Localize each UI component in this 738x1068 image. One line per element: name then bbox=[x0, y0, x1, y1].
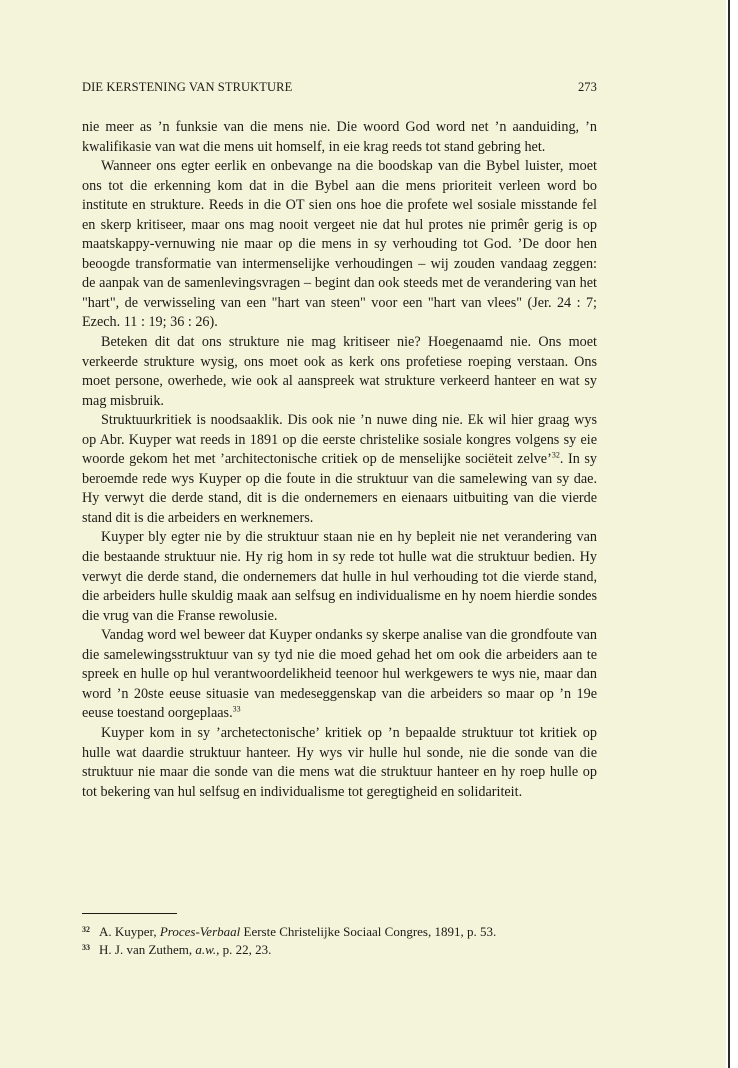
footnote-author: H. J. van Zuthem, bbox=[99, 942, 193, 957]
paragraph-1: nie meer as ’n funksie van die mens nie. Die woord God word net ’n aanduiding, ’n kwalifikasie van wat die mens uit homself, in eie krag reeds tot stand gebring het. bbox=[82, 119, 597, 155]
footnote-ref-33: 33 bbox=[232, 704, 241, 714]
body-text bbox=[82, 118, 597, 802]
scan-edge-line bbox=[728, 0, 730, 1068]
footnote-32 bbox=[82, 922, 597, 940]
footnote-rest: p. 22, 23. bbox=[222, 942, 272, 957]
paragraph-4 bbox=[82, 411, 597, 528]
paragraph-5: Kuyper bly egter nie by die struktuur staan nie en hy bepleit nie net verandering van die bestaande struktuur nie. Hy rig hom in sy rede tot hulle wat die struktuur bedien. Hy verwyt die derde stand, die ondernemers dat hulle in hul verhouding tot die vierde stand, die arbeiders hulle skuldig maak aan selfsug en individualisme en hy noem hierdie sondes die vrug van die Franse rewolusie. bbox=[82, 529, 597, 624]
footnote-title: Proces-Verbaal bbox=[159, 924, 241, 939]
running-title: DIE KERSTENING VAN STRUKTURE bbox=[82, 80, 293, 94]
paragraph-2: Wanneer ons egter eerlik en onbevange na die boodskap van die Bybel luister, moet ons tot die erkenning kom dat in die Bybel aan die mens prioriteit verleen word bo institute en strukture. Reeds in die OT sien ons hoe die profete wel sosiale misstande fel en skerp kritiseer, maar ons mag nooit vergeet nie dat hul protes nie primêr gerig is op maatskappy-vernuwing nie maar op die mens in sy verhouding tot God. ’De door hen beoogde transformatie van intermenselijke verhoudingen – wij zouden vandaag zeggen: de aanpak van de samenlevingsvragen – begint dan ook steeds met de verandering van het "hart", de verwisseling van een "hart van steen" voor een "hart van vlees" (Jer. 24 : 7; Ezech. 11 : 19; 36 : 26). bbox=[82, 158, 597, 331]
footnote-title: a.w., bbox=[195, 942, 220, 957]
footnotes bbox=[82, 922, 597, 958]
footnote-rest: Eerste Christelijke Sociaal Congres, 1891, p. 53. bbox=[243, 924, 497, 939]
footnote-author: A. Kuyper, bbox=[99, 924, 157, 939]
paragraph-4-text-b: . In sy beroemde rede wys Kuyper op die foute in die struktuur van die samelewing van sy dae. Hy verwyt die derde stand, dit is die ondernemers en eienaars uitbuiting van die vierde stand dit is die arbeiders en werknemers. bbox=[82, 451, 597, 526]
paragraph-4-text-a: Struktuurkritiek is noodsaaklik. Dis ook nie ’n nuwe ding nie. Ek wil hier graag wys op Abr. Kuyper wat reeds in 1891 op die eerste christelike sosiale kongres volgens sy eie woorde gekom het met ’architectonische critiek op de menselijke sociëteit zelve’ bbox=[82, 412, 597, 468]
footnote-33 bbox=[82, 940, 597, 958]
footnote-ref-32: 32 bbox=[551, 450, 560, 460]
footnote-number: 33 bbox=[82, 943, 90, 952]
footnote-separator bbox=[82, 913, 177, 914]
paragraph-3: Beteken dit dat ons strukture nie mag kritiseer nie? Hoegenaamd nie. Ons moet verkeerde strukture wysig, ons moet ook as kerk ons profetiese roeping verstaan. Ons moet persone, owerhede, wie ook al aanspreek wat strukture verkeerd hanteer en wat sy mag misbruik. bbox=[82, 334, 597, 409]
paragraph-6-text-a: Vandag word wel beweer dat Kuyper ondanks sy skerpe analise van die grondfoute van die samelewingsstruktuur van sy tyd nie die moed gehad het om ook die arbeiders aan te spreek en hulle op hul verantwoordelikheid teenoor hul werkgewers te wys nie, maar dan word ’n 20ste eeuse situasie van medeseggenskap van die arbeiders so maar op ’n 19e eeuse toestand oorgeplaas. bbox=[82, 627, 598, 722]
paragraph-7: Kuyper kom in sy ’archetectonische’ kritiek op ’n bepaalde struktuur tot kritiek op hulle wat daardie struktuur hanteer. Hy wys vir hulle hul sonde, nie die sonde van die struktuur nie maar die sonde van die mens wat die struktuur hanteer en hy roep hulle op tot bekering van hul selfsug en individualisme tot geregtigheid en solidariteit. bbox=[82, 724, 597, 800]
footnote-number: 32 bbox=[82, 925, 90, 934]
running-header bbox=[82, 80, 597, 100]
paragraph-6 bbox=[82, 626, 597, 724]
page-number: 273 bbox=[577, 80, 597, 94]
